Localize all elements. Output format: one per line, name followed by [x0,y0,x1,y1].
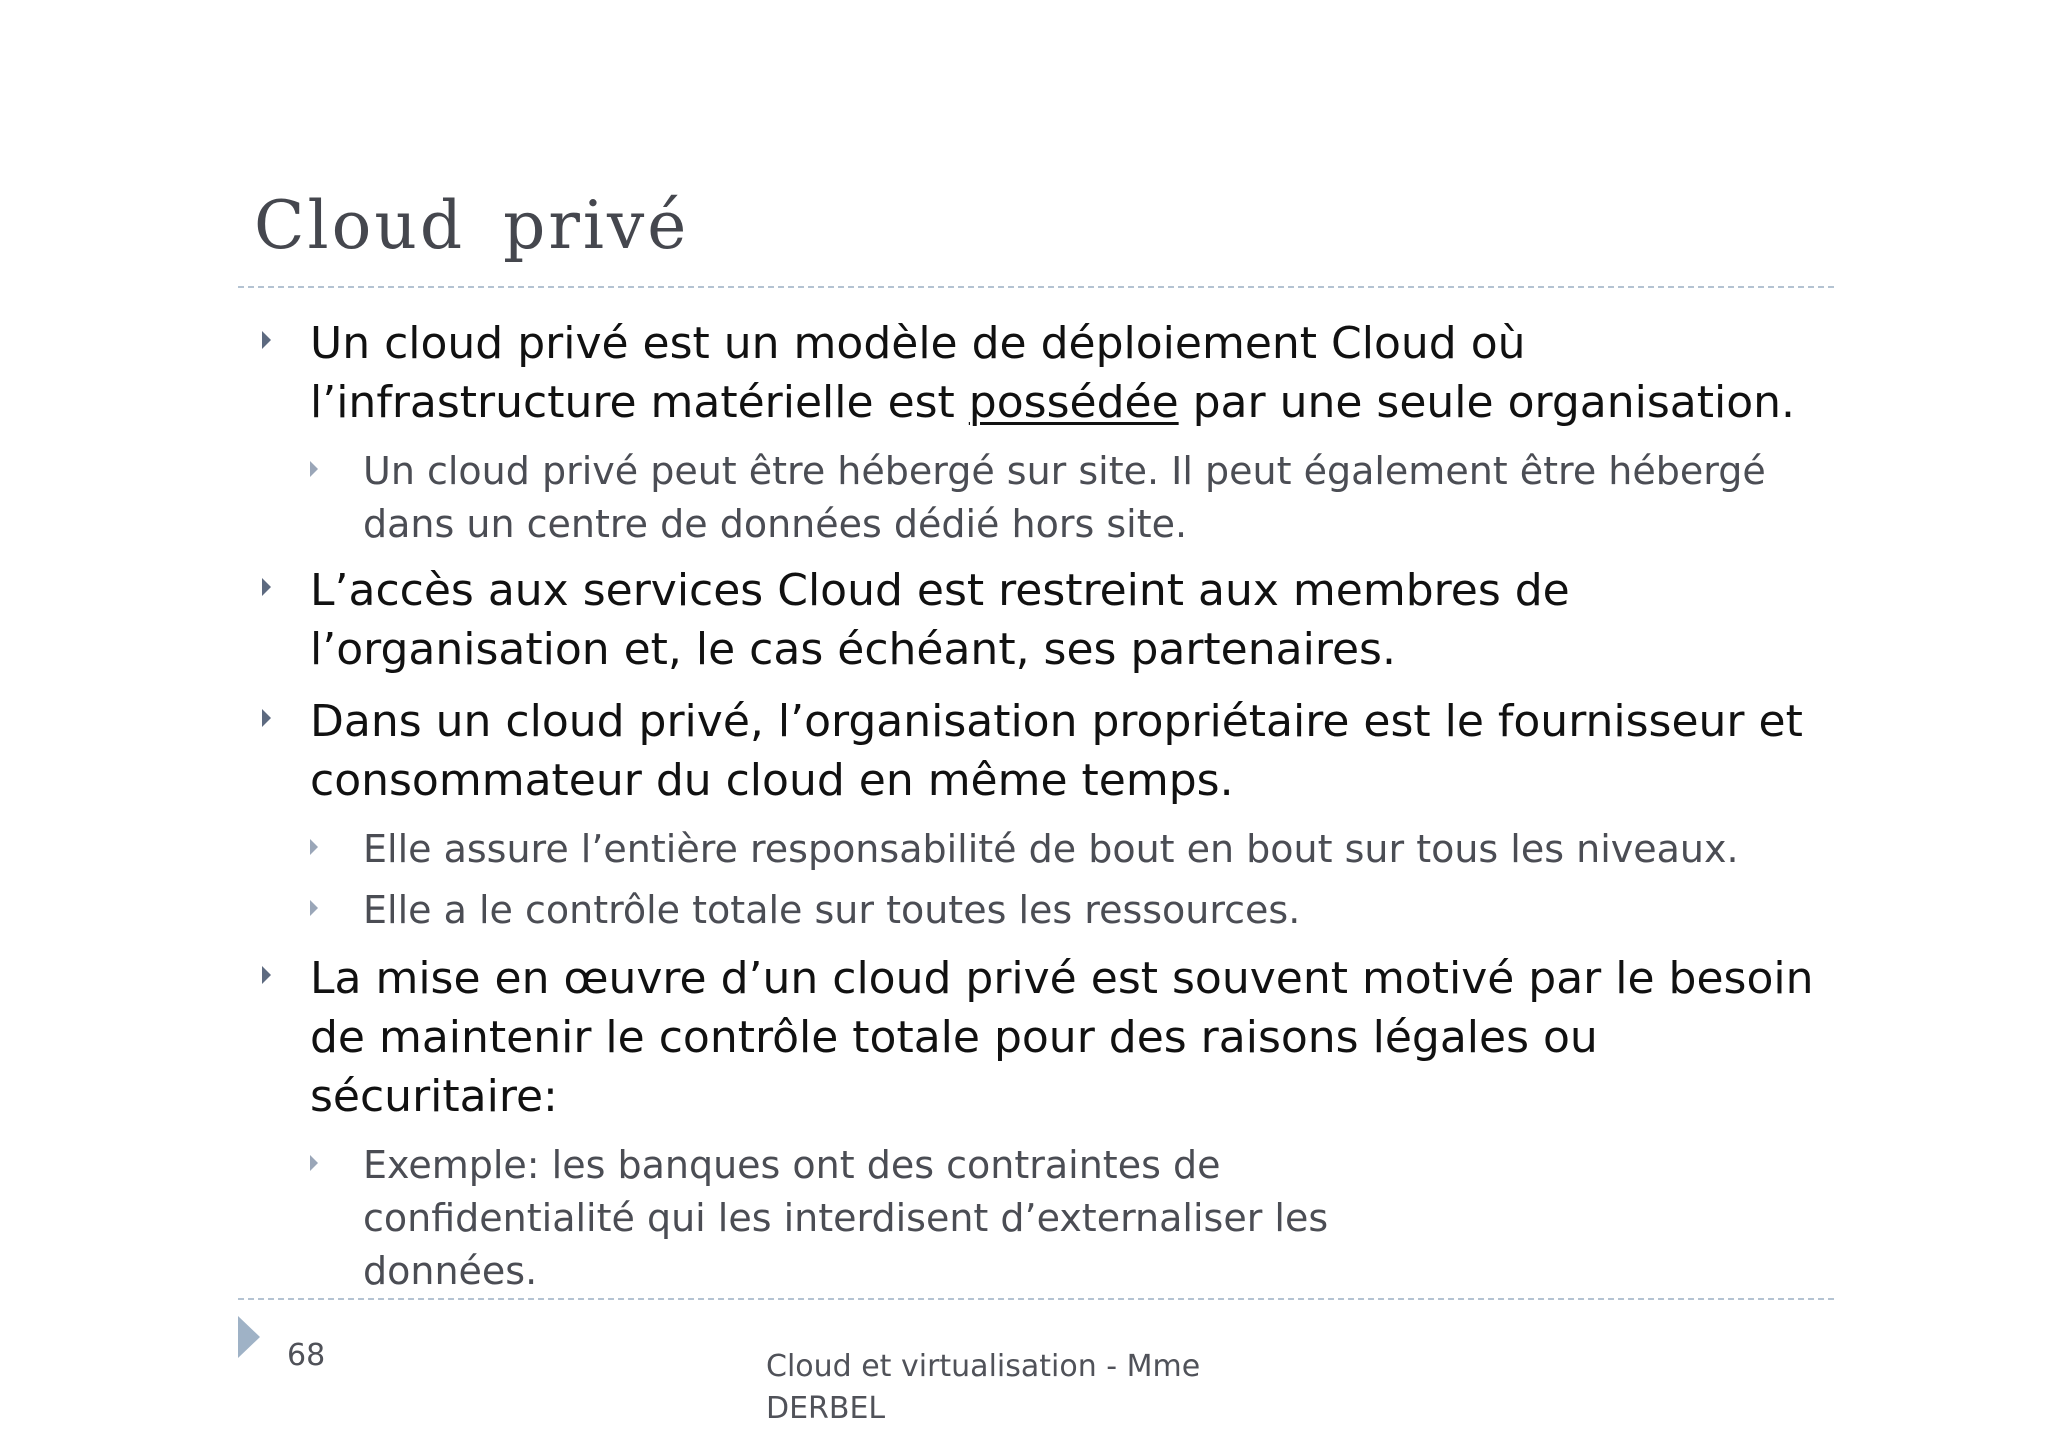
sub-bullet-item [310,884,1846,937]
bullet-triangle-icon [310,1155,318,1171]
bullet-text: Dans un cloud privé, l’organisation propriétaire est le fournisseur et consommateur du cloud en même temps. [310,696,1803,806]
bullet-text: Un cloud privé est un modèle de déploiement Cloud où l’infrastructure matérielle est [310,318,1526,428]
page-number: 68 [287,1338,326,1373]
sub-bullet-text: Elle assure l’entière responsabilité de bout en bout sur tous les niveaux. [363,827,1739,871]
bullet-item [256,692,1846,810]
slide-body [256,314,1846,1308]
slide-title: Cloud privé [254,187,690,264]
bullet-triangle-icon [310,900,318,916]
footer-divider [238,1298,1834,1300]
sub-bullet-text: Elle a le contrôle totale sur toutes les ressources. [363,888,1301,932]
footer-text: Cloud et virtualisation - Mme DERBEL [766,1349,1201,1426]
bullet-item [256,561,1846,679]
sub-bullet-text: Un cloud privé peut être hébergé sur site. Il peut également être hébergé dans un centre de données dédié hors site. [363,449,1766,546]
bullet-text: La mise en œuvre d’un cloud privé est souvent motivé par le besoin de maintenir le contrôle totale pour des raisons légales ou sécuritaire: [310,953,1814,1122]
bullet-triangle-icon [262,331,271,349]
bullet-triangle-icon [310,461,318,477]
footer-arrow-icon [238,1316,260,1358]
bullet-text: L’accès aux services Cloud est restreint aux membres de l’organisation et, le cas échéant, ses partenaires. [310,565,1570,675]
title-divider [238,286,1834,288]
bullet-triangle-icon [262,966,271,984]
bullet-item [256,949,1846,1126]
bullet-triangle-icon [310,839,318,855]
bullet-triangle-icon [262,578,271,596]
bullet-text: par une seule organisation. [1178,377,1795,428]
bullet-triangle-icon [262,709,271,727]
sub-bullet-item [310,1139,1423,1298]
sub-bullet-item [310,445,1846,551]
bullet-item [256,314,1846,432]
sub-bullet-item [310,823,1846,876]
emphasis-text: possédée [968,377,1179,428]
sub-bullet-text: Exemple: les banques ont des contraintes de confidentialité qui les interdisent d’externaliser les données. [363,1143,1329,1293]
